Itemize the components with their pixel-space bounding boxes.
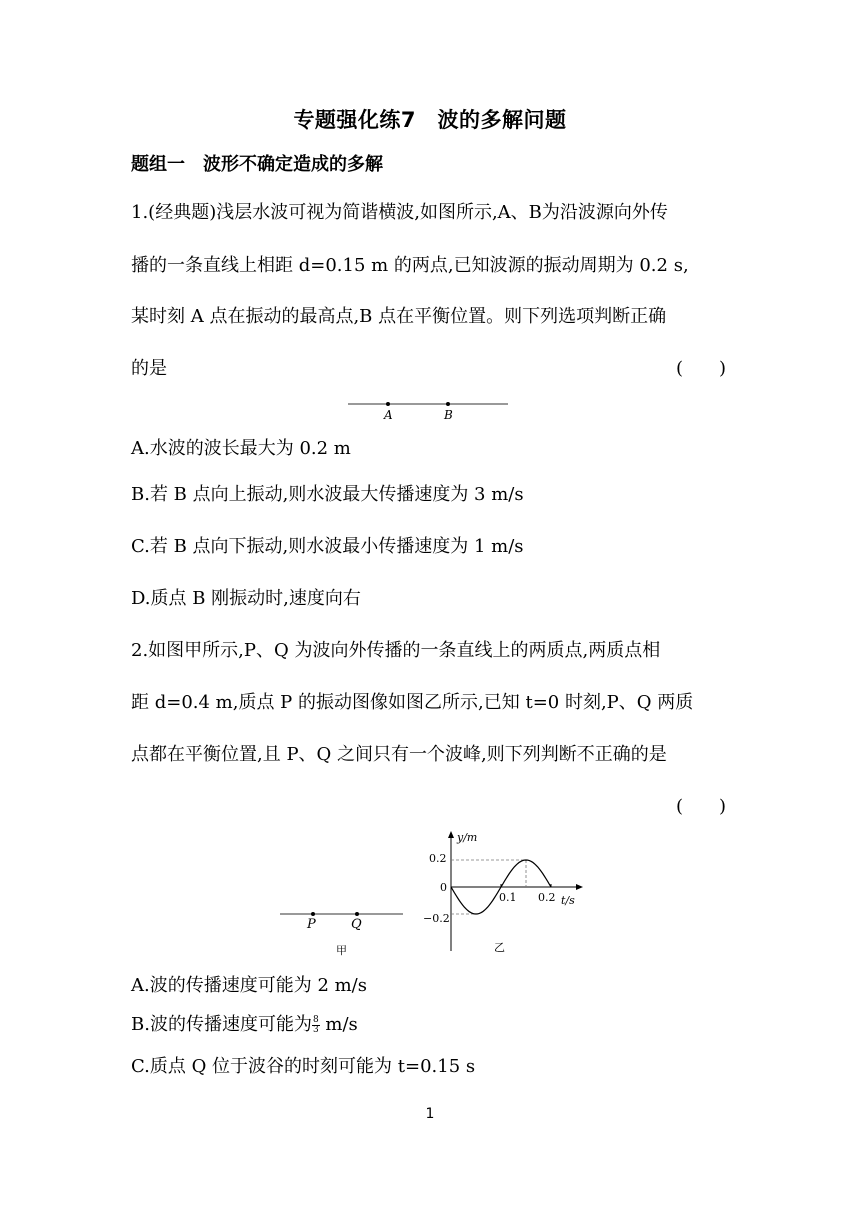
point-a-dot [386,402,390,406]
figure-yi-caption: 乙 [494,941,505,954]
page-title: 专题强化练7 波的多解问题 [293,108,567,132]
tick-x-1: 0.1 [499,891,517,904]
q1-stem-line-4: 的是 [131,358,167,379]
fraction-numerator: 8 [312,1014,319,1025]
q2-stem-line-2: 距 d=0.4 m,质点 P 的振动图像如图乙所示,已知 t=0 时刻,P、Q 两质 [131,692,694,713]
q2-figure-yi-chart [415,825,595,960]
point-q-label: Q [351,917,362,932]
q2-option-b-fraction [312,1016,320,1035]
x-axis-arrow [576,884,583,890]
q2-option-b-prefix: B.波的传播速度可能为 [131,1014,312,1035]
q2-option-c: C.质点 Q 位于波谷的时刻可能为 t=0.15 s [131,1056,476,1077]
y-axis-arrow [448,831,454,838]
q1-option-b: B.若 B 点向上振动,则水波最大传播速度为 3 m/s [131,484,524,505]
point-q-dot [355,912,359,916]
section-heading: 题组一 波形不确定造成的多解 [131,154,383,175]
fraction-denominator: 3 [312,1024,319,1035]
q1-option-c: C.若 B 点向下振动,则水波最小传播速度为 1 m/s [131,536,524,557]
q2-answer-blank: ( ) [676,796,727,817]
x-axis-label: t/s [561,894,575,907]
point-p-dot [311,912,315,916]
q2-stem-line-1: 2.如图甲所示,P、Q 为波向外传播的一条直线上的两质点,两质点相 [131,640,661,661]
q1-answer-blank: ( ) [676,358,727,379]
point-b-dot [446,402,450,406]
q2-stem-line-3: 点都在平衡位置,且 P、Q 之间只有一个波峰,则下列判断不正确的是 [131,744,667,765]
q2-option-b [131,1010,358,1036]
tick-x-2: 0.2 [538,891,556,904]
point-a-label: A [384,408,393,422]
figure-jia-caption: 甲 [336,944,347,957]
y-axis-label: y/m [457,831,478,844]
tick-y-neg: −0.2 [423,912,450,925]
q1-figure [340,394,520,424]
q1-stem-line-2: 播的一条直线上相距 d=0.15 m 的两点,已知波源的振动周期为 0.2 s, [131,255,689,276]
q1-stem-line-1: 1.(经典题)浅层水波可视为简谐横波,如图所示,A、B为沿波源向外传 [131,202,668,223]
q2-figure-jia [275,900,410,960]
q2-option-b-suffix: m/s [319,1014,358,1035]
q2-option-a: A.波的传播速度可能为 2 m/s [131,975,367,996]
page-number: 1 [425,1106,435,1122]
q1-option-d: D.质点 B 刚振动时,速度向右 [131,588,361,609]
tick-y-zero: 0 [440,881,447,894]
point-p-label: P [307,917,316,932]
tick-y-pos: 0.2 [429,852,447,865]
point-b-label: B [444,408,453,422]
q1-option-a: A.水波的波长最大为 0.2 m [131,438,351,459]
q1-stem-line-3: 某时刻 A 点在振动的最高点,B 点在平衡位置。则下列选项判断正确 [131,306,667,327]
